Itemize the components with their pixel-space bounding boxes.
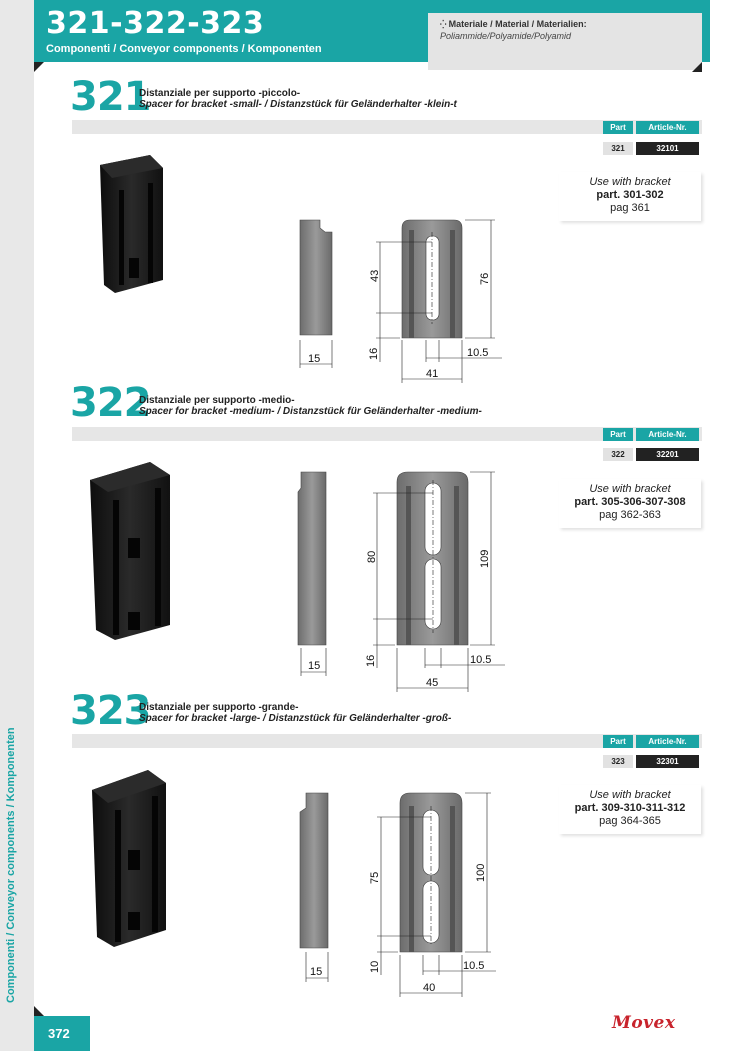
product-photo-323	[92, 770, 166, 947]
page-subtitle: Componenti / Conveyor components / Komponenten	[46, 43, 322, 55]
usage-note-line1: Use with bracket	[589, 176, 671, 188]
dim-slot-length: 43	[369, 269, 381, 282]
usage-note-parts: part. 305-306-307-308	[574, 496, 686, 508]
material-label-text: Materiale / Material / Materialien:	[448, 19, 587, 29]
dim-side-width: 15	[308, 353, 321, 365]
brand-logo: Movex	[612, 1013, 676, 1033]
dim-height: 100	[475, 863, 487, 882]
usage-note-parts: part. 309-310-311-312	[574, 802, 686, 814]
material-value: Poliammide/Polyamide/Polyamid	[440, 31, 572, 41]
page-title: 321-322-323	[46, 6, 265, 41]
dim-slot-length: 80	[366, 550, 378, 563]
dim-slot-width: 10.5	[470, 654, 492, 666]
dim-width: 40	[423, 982, 436, 994]
section-title-it: Distanziale per supporto -grande-	[139, 702, 299, 713]
side-view-321	[300, 220, 332, 335]
usage-note-line1: Use with bracket	[589, 789, 671, 801]
product-photo-321	[100, 155, 163, 293]
side-category-label: Componenti / Conveyor components / Komponenten	[5, 727, 17, 1003]
table-header-article: Article-Nr.	[636, 121, 699, 134]
dim-height: 109	[479, 549, 491, 568]
table-header-article: Article-Nr.	[636, 735, 699, 748]
section-title-en: Spacer for bracket -small- / Distanzstück für Geländerhalter -klein-t	[139, 99, 457, 110]
dim-slot-length: 75	[369, 871, 381, 884]
section-number: 321	[70, 74, 151, 120]
article-number-cell: 32301	[636, 755, 699, 768]
table-header-part: Part	[603, 428, 633, 441]
usage-note-page: pag 364-365	[599, 815, 661, 827]
usage-note-page: pag 362-363	[599, 509, 661, 521]
dim-width: 41	[426, 368, 439, 380]
section-number: 322	[70, 380, 151, 426]
table-header-part: Part	[603, 121, 633, 134]
page-number: 372	[48, 1026, 70, 1041]
dim-bottom: 16	[368, 347, 380, 360]
dim-slot-width: 10.5	[467, 347, 489, 359]
dim-bottom: 16	[365, 654, 377, 667]
dim-side-width: 15	[310, 966, 323, 978]
product-photo-322	[90, 462, 170, 640]
section-number: 323	[70, 688, 151, 734]
material-icon: ⁛	[440, 20, 449, 29]
dim-width: 45	[426, 677, 439, 689]
side-view-323	[300, 793, 328, 948]
dim-side-width: 15	[308, 660, 321, 672]
table-header-article: Article-Nr.	[636, 428, 699, 441]
side-view-322	[298, 472, 326, 645]
corner-mark	[34, 1006, 44, 1016]
dim-slot-width: 10.5	[463, 960, 485, 972]
dim-bottom: 10	[369, 960, 381, 973]
article-number-cell: 32201	[636, 448, 699, 461]
section-title-en: Spacer for bracket -large- / Distanzstück für Geländerhalter -groß-	[139, 713, 452, 724]
usage-note-line1: Use with bracket	[589, 483, 671, 495]
table-header-part: Part	[603, 735, 633, 748]
part-number-cell: 323	[603, 755, 633, 768]
usage-note-page: pag 361	[610, 202, 650, 214]
part-number-cell: 321	[603, 142, 633, 155]
article-number-cell: 32101	[636, 142, 699, 155]
section-title-it: Distanziale per supporto -medio-	[139, 395, 295, 406]
section-title-en: Spacer for bracket -medium- / Distanzstück für Geländerhalter -medium-	[139, 406, 482, 417]
section-title-it: Distanziale per supporto -piccolo-	[139, 88, 301, 99]
part-number-cell: 322	[603, 448, 633, 461]
front-view-321	[402, 220, 462, 338]
usage-note-parts: part. 301-302	[596, 189, 664, 201]
dim-height: 76	[479, 272, 491, 285]
